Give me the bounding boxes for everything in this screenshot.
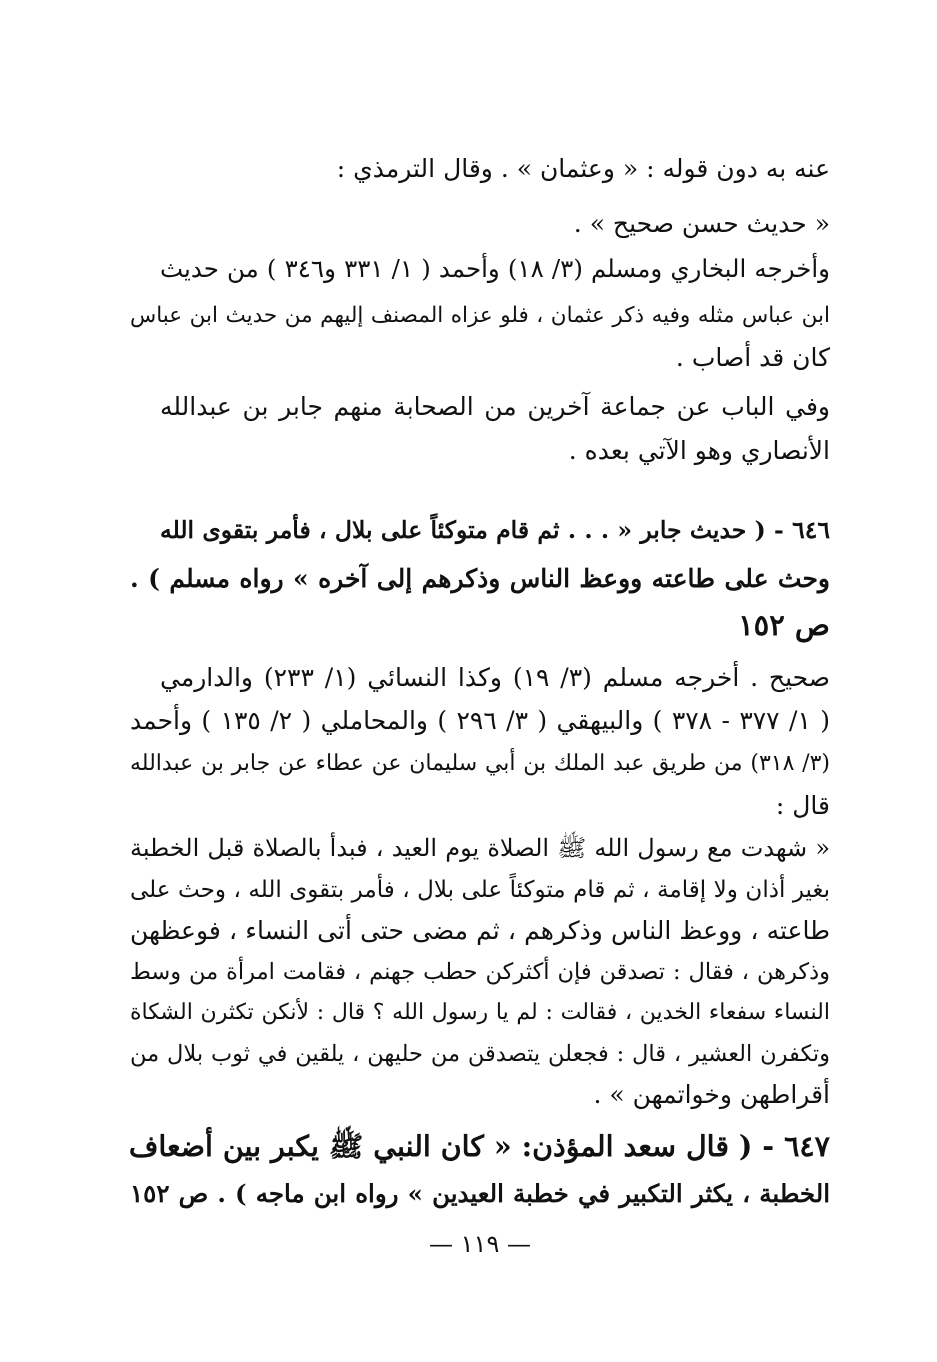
text-line: طاعته ، ووعظ الناس وذكرهم ، ثم مضى حتى أتى النساء ، فوعظهن bbox=[130, 916, 830, 945]
text-line: ابن عباس مثله وفيه ذكر عثمان ، فلو عزاه المصنف إليهم من حديث ابن عباس bbox=[130, 303, 830, 328]
hadith-heading-647: ٦٤٧ - ( قال سعد المؤذن: « كان النبي ﷺ يكبر بين أضعاف bbox=[128, 1129, 830, 1163]
text-line: (٣/ ٣١٨) من طريق عبد الملك بن أبي سليمان عن عطاء عن جابر بن عبدالله bbox=[130, 751, 830, 776]
document-page bbox=[130, 0, 830, 1362]
text-line: وفي الباب عن جماعة آخرين من الصحابة منهم جابر بن عبدالله bbox=[160, 392, 830, 421]
text-line: كان قد أصاب . bbox=[675, 343, 830, 372]
text-line: وذكرهن ، فقال : تصدقن فإن أكثركن حطب جهنم ، فقامت امرأة من وسط bbox=[130, 959, 830, 985]
text-line: أقراطهن وخواتمهن » . bbox=[593, 1080, 830, 1109]
text-line: « شهدت مع رسول الله ﷺ الصلاة يوم العيد ، فبدأ بالصلاة قبل الخطبة bbox=[130, 834, 830, 862]
hadith-heading-646: وحث على طاعته ووعظ الناس وذكرهم إلى آخره » رواه مسلم ) . bbox=[130, 564, 830, 593]
hadith-reference: ص ١٥٢ bbox=[738, 608, 830, 642]
text-line: النساء سفعاء الخدين ، فقالت : لم يا رسول الله ؟ قال : لأنكن تكثرن الشكاة bbox=[130, 1000, 830, 1025]
text-line: ( ١/ ٣٧٧ - ٣٧٨ ) والبيهقي ( ٣/ ٢٩٦ ) والمحاملي ( ٢/ ١٣٥ ) وأحمد bbox=[130, 706, 831, 735]
text-line: قال : bbox=[775, 791, 830, 820]
text-line: بغير أذان ولا إقامة ، ثم قام متوكئاً على بلال ، فأمر بتقوى الله ، وحث على bbox=[130, 877, 830, 903]
text-line: « حديث حسن صحيح » . bbox=[573, 209, 830, 238]
text-line: وأخرجه البخاري ومسلم (٣/ ١٨) وأحمد ( ١/ ٣٣١ و٣٤٦ ) من حديث bbox=[160, 254, 831, 283]
hadith-heading-646: ٦٤٦ - ( حديث جابر « . . . ثم قام متوكئاً على بلال ، فأمر بتقوى الله bbox=[160, 516, 830, 544]
page-number: — ١١٩ — bbox=[429, 1230, 531, 1258]
text-line: صحيح . أخرجه مسلم (٣/ ١٩) وكذا النسائي (١/ ٢٣٣) والدارمي bbox=[160, 663, 830, 692]
text-line: وتكفرن العشير ، قال : فجعلن يتصدقن من حليهن ، يلقين في ثوب بلال من bbox=[130, 1041, 830, 1067]
text-line: الأنصاري وهو الآتي بعده . bbox=[568, 436, 830, 465]
hadith-heading-647: الخطبة ، يكثر التكبير في خطبة العيدين » رواه ابن ماجه ) . ص ١٥٢ bbox=[130, 1179, 830, 1208]
text-line: عنه به دون قوله : « وعثمان » . وقال الترمذي : bbox=[336, 154, 830, 183]
